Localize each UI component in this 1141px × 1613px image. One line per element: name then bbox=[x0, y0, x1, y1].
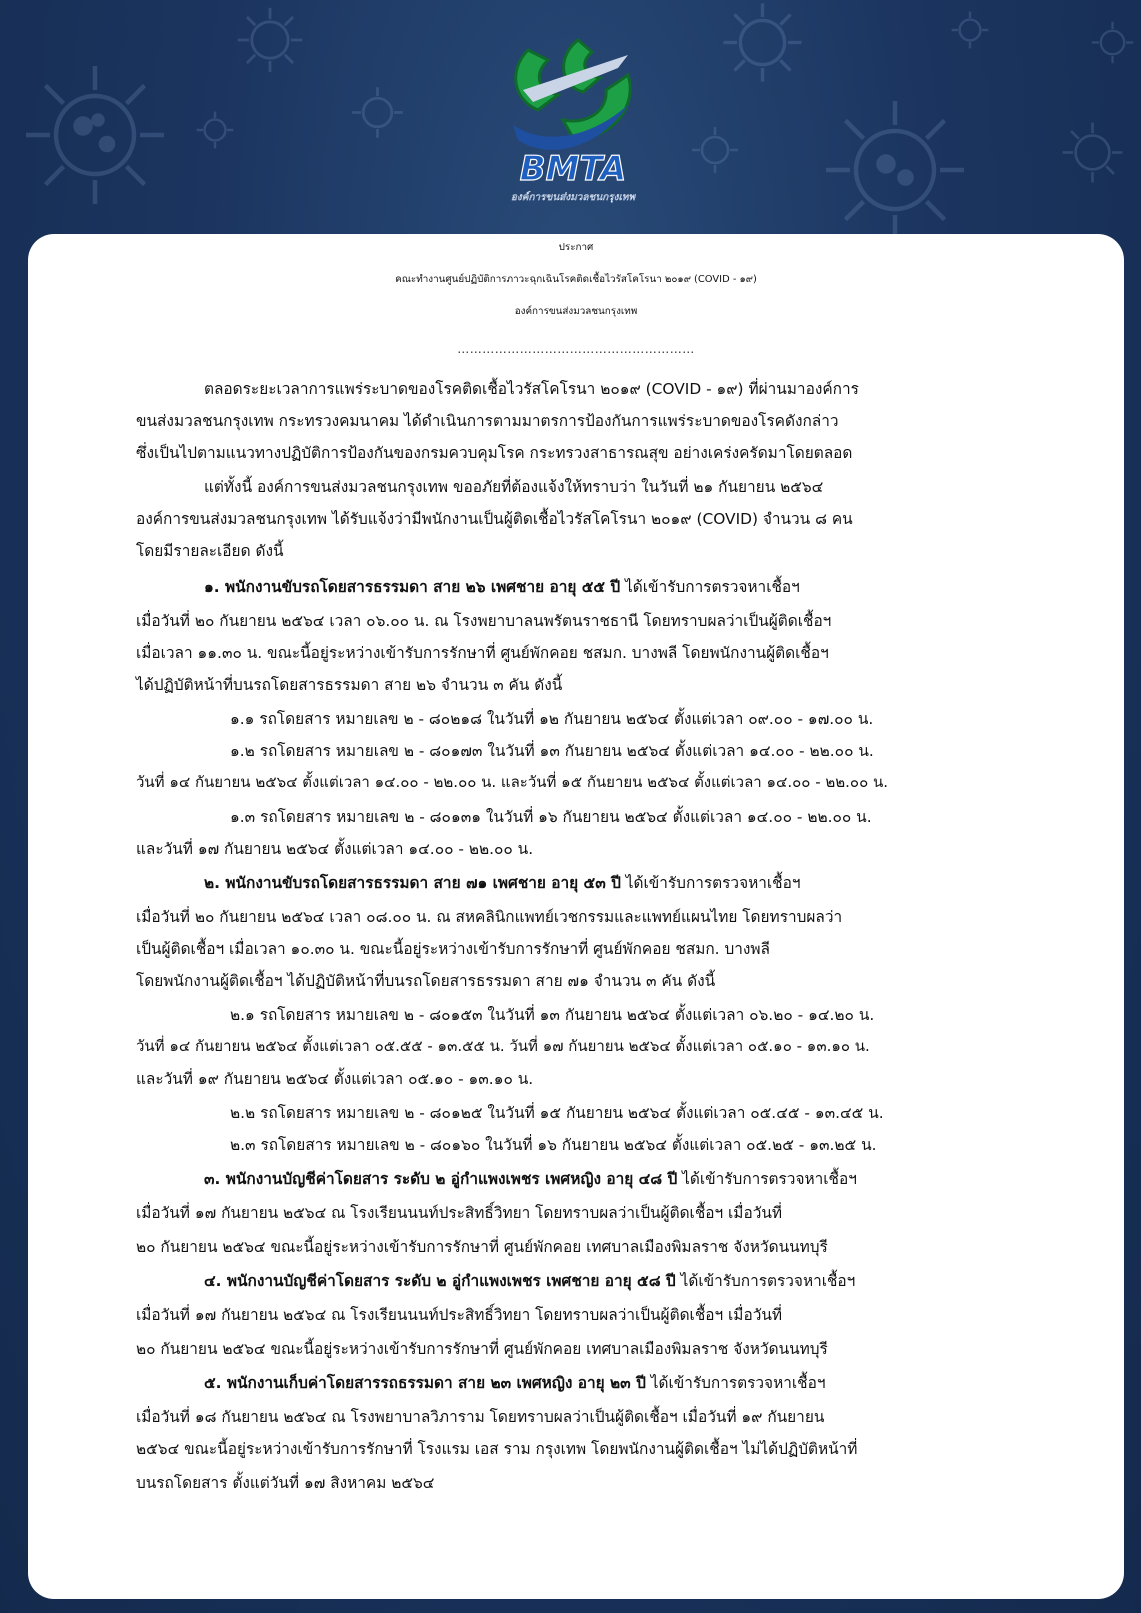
organization-name: องค์การขนส่งมวลชนกรุงเทพ bbox=[514, 306, 638, 317]
item-1-heading-rest: ได้เข้ารับการตรวจหาเชื้อฯ bbox=[620, 578, 800, 596]
item-2-heading-bold: ๒. พนักงานขับรถโดยสารธรรมดา สาย ๗๑ เพศชาย อายุ ๕๓ ปี bbox=[204, 874, 621, 892]
logo-subtitle: องค์การขนส่งมวลชนกรุงเทพ bbox=[510, 192, 636, 203]
item-1-sub-line: ๑.๒ รถโดยสาร หมายเลข ๒ - ๘๐๑๗๓ ในวันที่ ๑๓ กันยายน ๒๕๖๔ ตั้งแต่เวลา ๑๔.๐๐ - ๒๒.๐๐ น. bbox=[230, 742, 874, 760]
item-4-line: เมื่อวันที่ ๑๗ กันยายน ๒๕๖๔ ณ โรงเรียนนนท์ประสิทธิ์วิทยา โดยทราบผลว่าเป็นผู้ติดเชื้อฯ เมื่อวันที่ bbox=[136, 1306, 783, 1324]
item-5-line: บนรถโดยสาร ตั้งแต่วันที่ ๑๗ สิงหาคม ๒๕๖๔ bbox=[136, 1474, 435, 1492]
item-2-line: เมื่อวันที่ ๒๐ กันยายน ๒๕๖๔ เวลา ๐๘.๐๐ น. ณ สหคลินิกแพทย์เวชกรรมและแพทย์แผนไทย โดยทราบผลว่า bbox=[136, 908, 843, 926]
virus-decoration-icon bbox=[350, 85, 405, 140]
virus-decoration-icon bbox=[20, 60, 170, 210]
intro-line: ขนส่งมวลชนกรุงเทพ กระทรวงคมนาคม ได้ดำเนินการตามมาตรการป้องกันการแพร่ระบาดของโรคดังกล่าว bbox=[136, 412, 839, 430]
item-1-line: เมื่อเวลา ๑๑.๓๐ น. ขณะนี้อยู่ระหว่างเข้ารับการรักษาที่ ศูนย์พักคอย ชสมก. บางพลี โดยพนักงานผู้ติดเชื้อฯ bbox=[136, 644, 829, 662]
virus-decoration-icon bbox=[690, 125, 740, 175]
bmta-logo bbox=[488, 30, 658, 220]
item-3-heading bbox=[204, 1166, 857, 1191]
intro-line: แต่ทั้งนี้ องค์การขนส่งมวลชนกรุงเทพ ขออภัยที่ต้องแจ้งให้ทราบว่า ในวันที่ ๒๑ กันยายน ๒๕๖๔ bbox=[204, 478, 824, 496]
item-2-sub-line: และวันที่ ๑๙ กันยายน ๒๕๖๔ ตั้งแต่เวลา ๐๕.๑๐ - ๑๓.๑๐ น. bbox=[136, 1070, 534, 1088]
item-2-sub-line: วันที่ ๑๔ กันยายน ๒๕๖๔ ตั้งแต่เวลา ๐๕.๕๕ - ๑๓.๕๕ น. วันที่ ๑๗ กันยายน ๒๕๖๔ ตั้งแต่เวลา ๐๕.๑๐ - ๑๓.๑๐ น. bbox=[136, 1037, 870, 1055]
item-1-sub-line: ๑.๓ รถโดยสาร หมายเลข ๒ - ๘๐๑๓๑ ในวันที่ ๑๖ กันยายน ๒๕๖๔ ตั้งแต่เวลา ๑๔.๐๐ - ๒๒.๐๐ น. bbox=[230, 808, 872, 826]
announcement-title: ประกาศ bbox=[558, 242, 594, 253]
item-1-line: เมื่อวันที่ ๒๐ กันยายน ๒๕๖๔ เวลา ๐๖.๐๐ น. ณ โรงพยาบาลนพรัตนราชธานี โดยทราบผลว่าเป็นผู้ติดเชื้อฯ bbox=[136, 612, 832, 630]
item-1-sub-line: วันที่ ๑๔ กันยายน ๒๕๖๔ ตั้งแต่เวลา ๑๔.๐๐ - ๒๒.๐๐ น. และวันที่ ๑๕ กันยายน ๒๕๖๔ ตั้งแต่เวลา ๑๔.๐๐ - ๒๒.๐๐ น. bbox=[136, 773, 889, 791]
intro-line: องค์การขนส่งมวลชนกรุงเทพ ได้รับแจ้งว่ามีพนักงานเป็นผู้ติดเชื้อไวรัสโคโรนา ๒๐๑๙ (COVID) จำนวน ๘ คน bbox=[136, 510, 853, 528]
item-1-heading-bold: ๑. พนักงานขับรถโดยสารธรรมดา สาย ๒๖ เพศชาย อายุ ๕๕ ปี bbox=[204, 578, 621, 596]
virus-decoration-icon bbox=[720, 0, 805, 85]
virus-decoration-icon bbox=[235, 5, 305, 75]
item-4-heading-rest: ได้เข้ารับการตรวจหาเชื้อฯ bbox=[675, 1272, 856, 1290]
virus-decoration-icon bbox=[1090, 20, 1135, 65]
item-1-line: ได้ปฏิบัติหน้าที่บนรถโดยสารธรรมดา สาย ๒๖ จำนวน ๓ คัน ดังนี้ bbox=[136, 676, 563, 694]
item-3-heading-rest: ได้เข้ารับการตรวจหาเชื้อฯ bbox=[677, 1170, 857, 1188]
item-2-sub-line: ๒.๑ รถโดยสาร หมายเลข ๒ - ๘๐๑๕๓ ในวันที่ ๑๓ กันยายน ๒๕๖๔ ตั้งแต่เวลา ๐๖.๒๐ - ๑๔.๒๐ น. bbox=[230, 1006, 875, 1024]
item-3-line: เมื่อวันที่ ๑๗ กันยายน ๒๕๖๔ ณ โรงเรียนนนท์ประสิทธิ์วิทยา โดยทราบผลว่าเป็นผู้ติดเชื้อฯ เมื่อวันที่ bbox=[136, 1204, 783, 1222]
announcement-subtitle: คณะทำงานศูนย์ปฏิบัติการภาวะฉุกเฉินโรคติดเชื้อไวรัสโคโรนา ๒๐๑๙ (COVID - ๑๙) bbox=[395, 274, 757, 285]
item-2-sub-line: ๒.๓ รถโดยสาร หมายเลข ๒ - ๘๐๑๖๐ ในวันที่ ๑๖ กันยายน ๒๕๖๔ ตั้งแต่เวลา ๐๕.๒๕ - ๑๓.๒๕ น. bbox=[230, 1136, 877, 1154]
intro-line: ซึ่งเป็นไปตามแนวทางปฏิบัติการป้องกันของกรมควบคุมโรค กระทรวงสาธารณสุข อย่างเคร่งครัดมาโดยตลอด bbox=[136, 444, 853, 462]
item-5-heading-rest: ได้เข้ารับการตรวจหาเชื้อฯ bbox=[645, 1374, 826, 1392]
virus-decoration-icon bbox=[820, 95, 970, 245]
item-2-line: เป็นผู้ติดเชื้อฯ เมื่อเวลา ๑๐.๓๐ น. ขณะนี้อยู่ระหว่างเข้ารับการรักษาที่ ศูนย์พักคอย ชสมก. บางพลี bbox=[136, 940, 770, 958]
item-5-line: ๒๕๖๔ ขณะนี้อยู่ระหว่างเข้ารับการรักษาที่ โรงแรม เอส ราม กรุงเทพ โดยพนักงานผู้ติดเชื้อฯ ไม่ได้ปฏิบัติหน้าที่ bbox=[136, 1440, 858, 1458]
virus-decoration-icon bbox=[1060, 120, 1125, 185]
item-2-heading bbox=[204, 870, 800, 895]
logo-text: BMTA bbox=[519, 149, 627, 189]
title-separator: ………………………………………………… bbox=[457, 342, 695, 356]
item-1-sub-line: และวันที่ ๑๗ กันยายน ๒๕๖๔ ตั้งแต่เวลา ๑๔.๐๐ - ๒๒.๐๐ น. bbox=[136, 840, 534, 858]
virus-decoration-icon bbox=[950, 10, 990, 50]
item-4-heading-bold: ๔. พนักงานบัญชีค่าโดยสาร ระดับ ๒ อู่กำแพงเพชร เพศชาย อายุ ๕๘ ปี bbox=[204, 1272, 676, 1290]
item-5-line: เมื่อวันที่ ๑๘ กันยายน ๒๕๖๔ ณ โรงพยาบาลวิภาราม โดยทราบผลว่าเป็นผู้ติดเชื้อฯ เมื่อวันที่ ๑๙ กันยายน bbox=[136, 1408, 825, 1426]
item-1-sub-line: ๑.๑ รถโดยสาร หมายเลข ๒ - ๘๐๒๑๘ ในวันที่ ๑๒ กันยายน ๒๕๖๔ ตั้งแต่เวลา ๐๙.๐๐ - ๑๗.๐๐ น. bbox=[230, 710, 874, 728]
bmta-emblem-icon bbox=[488, 30, 658, 220]
item-4-line: ๒๐ กันยายน ๒๕๖๔ ขณะนี้อยู่ระหว่างเข้ารับการรักษาที่ ศูนย์พักคอย เทศบาลเมืองพิมลราช จังหวัดนนทบุรี bbox=[136, 1340, 828, 1358]
item-3-line: ๒๐ กันยายน ๒๕๖๔ ขณะนี้อยู่ระหว่างเข้ารับการรักษาที่ ศูนย์พักคอย เทศบาลเมืองพิมลราช จังหวัดนนทบุรี bbox=[136, 1238, 828, 1256]
announcement-card bbox=[28, 234, 1124, 1599]
intro-line: ตลอดระยะเวลาการแพร่ระบาดของโรคติดเชื้อไวรัสโคโรนา ๒๐๑๙ (COVID - ๑๙) ที่ผ่านมาองค์การ bbox=[204, 380, 859, 398]
item-1-heading bbox=[204, 574, 800, 599]
item-4-heading bbox=[204, 1268, 855, 1293]
item-3-heading-bold: ๓. พนักงานบัญชีค่าโดยสาร ระดับ ๒ อู่กำแพงเพชร เพศหญิง อายุ ๔๘ ปี bbox=[204, 1170, 678, 1188]
item-5-heading bbox=[204, 1370, 825, 1395]
virus-decoration-icon bbox=[195, 110, 235, 150]
item-2-sub-line: ๒.๒ รถโดยสาร หมายเลข ๒ - ๘๐๑๒๕ ในวันที่ ๑๕ กันยายน ๒๕๖๔ ตั้งแต่เวลา ๐๕.๔๕ - ๑๓.๔๕ น. bbox=[230, 1104, 884, 1122]
item-2-heading-rest: ได้เข้ารับการตรวจหาเชื้อฯ bbox=[620, 874, 801, 892]
item-5-heading-bold: ๕. พนักงานเก็บค่าโดยสารรถธรรมดา สาย ๒๓ เพศหญิง อายุ ๒๓ ปี bbox=[204, 1374, 646, 1392]
intro-line: โดยมีรายละเอียด ดังนี้ bbox=[136, 542, 284, 560]
item-2-line: โดยพนักงานผู้ติดเชื้อฯ ได้ปฏิบัติหน้าที่บนรถโดยสารธรรมดา สาย ๗๑ จำนวน ๓ คัน ดังนี้ bbox=[136, 972, 716, 990]
